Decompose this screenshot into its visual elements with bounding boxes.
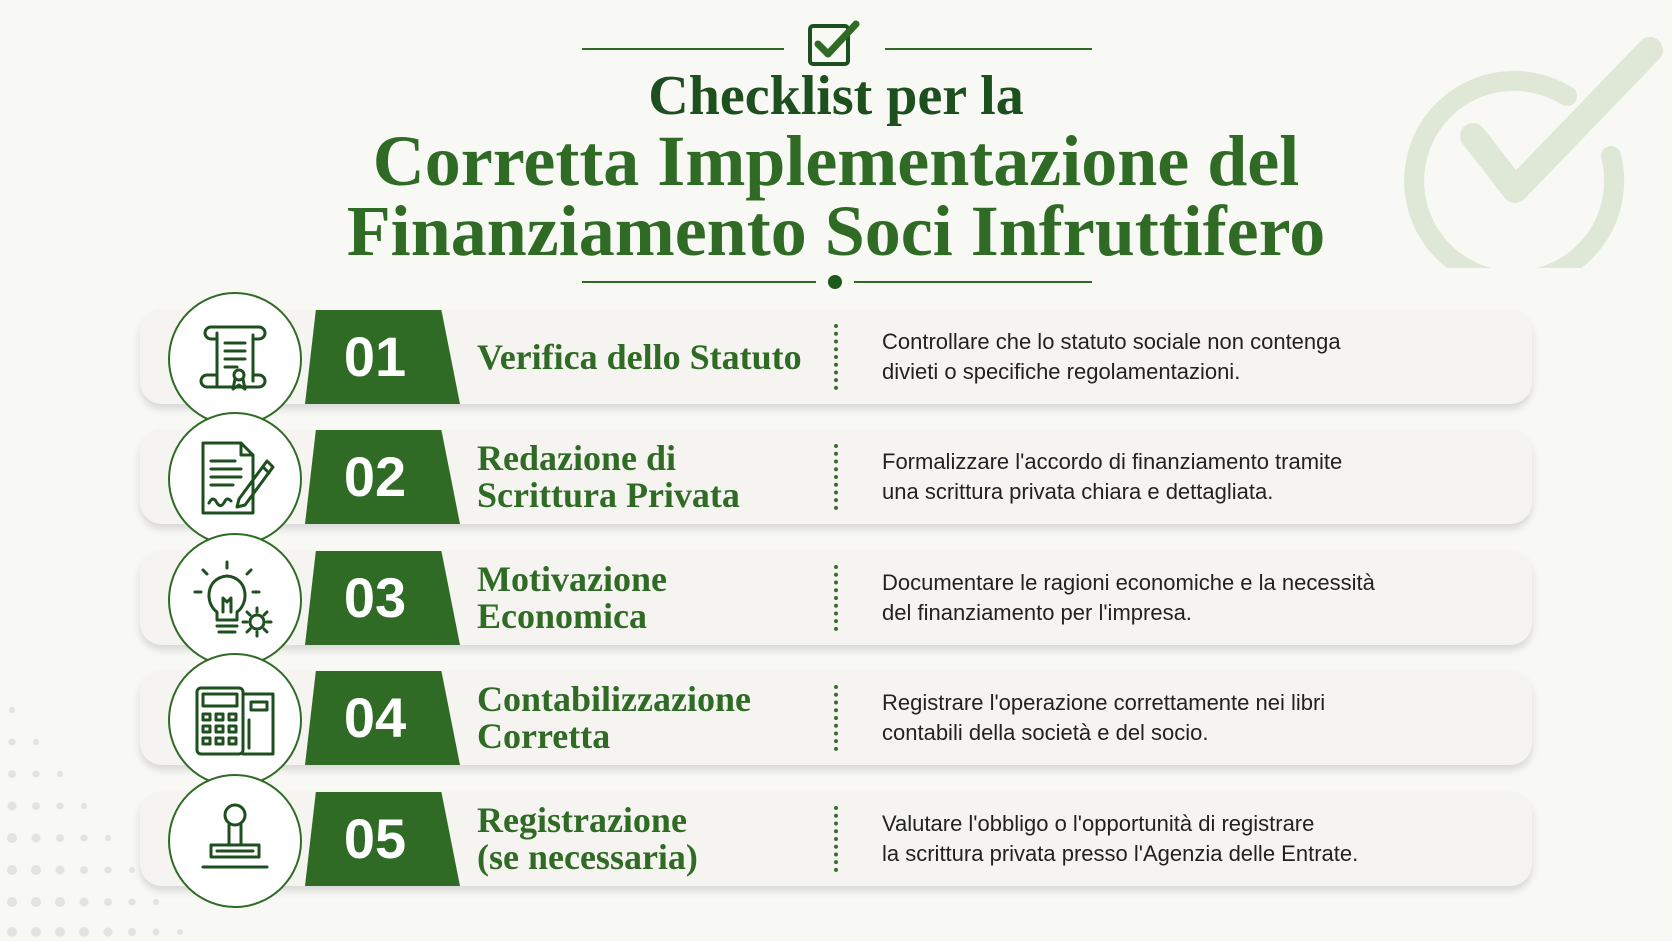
dotted-divider bbox=[834, 806, 838, 872]
step-title bbox=[477, 310, 802, 404]
step-number: 05 bbox=[343, 807, 407, 870]
step-item-3 bbox=[140, 543, 1532, 655]
step-description-line: Documentare le ragioni economiche e la necessità bbox=[882, 570, 1375, 595]
step-icon-badge bbox=[168, 292, 302, 426]
step-title bbox=[477, 551, 777, 645]
step-title-line: Redazione di bbox=[477, 438, 677, 478]
checkbox-check-icon bbox=[808, 20, 864, 66]
step-description-line: contabili della società e del socio. bbox=[882, 720, 1209, 745]
calculator-ledger-icon bbox=[189, 674, 281, 766]
header-rule-left bbox=[582, 48, 784, 50]
step-description bbox=[882, 671, 1502, 765]
step-icon-badge bbox=[168, 653, 302, 787]
step-number: 04 bbox=[343, 686, 407, 749]
scroll-document-icon bbox=[189, 313, 281, 405]
step-item-5 bbox=[140, 784, 1532, 896]
step-description-line: la scrittura privata presso l'Agenzia delle Entrate. bbox=[882, 841, 1359, 866]
step-icon-badge bbox=[168, 533, 302, 667]
step-description bbox=[882, 551, 1502, 645]
dotted-divider bbox=[834, 324, 838, 390]
title-top: Checklist per la bbox=[648, 65, 1024, 127]
dotted-divider bbox=[834, 444, 838, 510]
page-title bbox=[0, 121, 1672, 271]
step-title-line: Registrazione bbox=[477, 800, 687, 840]
step-title-line: Scrittura Privata bbox=[477, 475, 740, 515]
step-title-line: Economica bbox=[477, 596, 647, 636]
stamp-icon bbox=[189, 795, 281, 887]
step-description-line: Valutare l'obbligo o l'opportunità di registrare bbox=[882, 811, 1315, 836]
step-description-line: Formalizzare l'accordo di finanziamento tramite bbox=[882, 449, 1343, 474]
step-description bbox=[882, 430, 1502, 524]
header-rule-right bbox=[885, 48, 1092, 50]
document-pen-icon bbox=[189, 433, 281, 525]
step-title-line: (se necessaria) bbox=[477, 837, 698, 877]
step-title-line: Contabilizzazione bbox=[477, 679, 751, 719]
header-rule-bottom-left bbox=[582, 281, 816, 283]
step-description-line: una scrittura privata chiara e dettagliata. bbox=[882, 479, 1274, 504]
step-number: 01 bbox=[343, 325, 407, 388]
title-line-2: Finanziamento Soci Infruttifero bbox=[346, 191, 1326, 271]
step-item-2 bbox=[140, 422, 1532, 534]
step-title-line: Corretta bbox=[477, 716, 611, 756]
step-item-1 bbox=[140, 302, 1532, 414]
step-number: 02 bbox=[343, 445, 407, 508]
title-line-1: Corretta Implementazione del bbox=[372, 121, 1300, 201]
step-description-line: divieti o specifiche regolamentazioni. bbox=[882, 359, 1241, 384]
dotted-divider bbox=[834, 565, 838, 631]
header-rule-bottom-right bbox=[854, 281, 1092, 283]
step-description-line: del finanziamento per l'impresa. bbox=[882, 600, 1192, 625]
step-description-line: Controllare che lo statuto sociale non contenga bbox=[882, 329, 1341, 354]
step-title bbox=[477, 671, 777, 765]
step-icon-badge bbox=[168, 412, 302, 546]
dotted-divider bbox=[834, 685, 838, 751]
step-item-4 bbox=[140, 663, 1532, 775]
step-title bbox=[477, 792, 777, 886]
step-description bbox=[882, 792, 1502, 886]
header-dot bbox=[828, 275, 842, 289]
step-title-line: Verifica dello Statuto bbox=[477, 336, 802, 377]
lightbulb-gear-icon bbox=[189, 554, 281, 646]
step-title-line: Motivazione bbox=[477, 559, 667, 599]
step-number: 03 bbox=[343, 566, 407, 629]
step-description-line: Registrare l'operazione correttamente nei libri bbox=[882, 690, 1326, 715]
step-description bbox=[882, 310, 1502, 404]
step-title bbox=[477, 430, 777, 524]
step-icon-badge bbox=[168, 774, 302, 908]
